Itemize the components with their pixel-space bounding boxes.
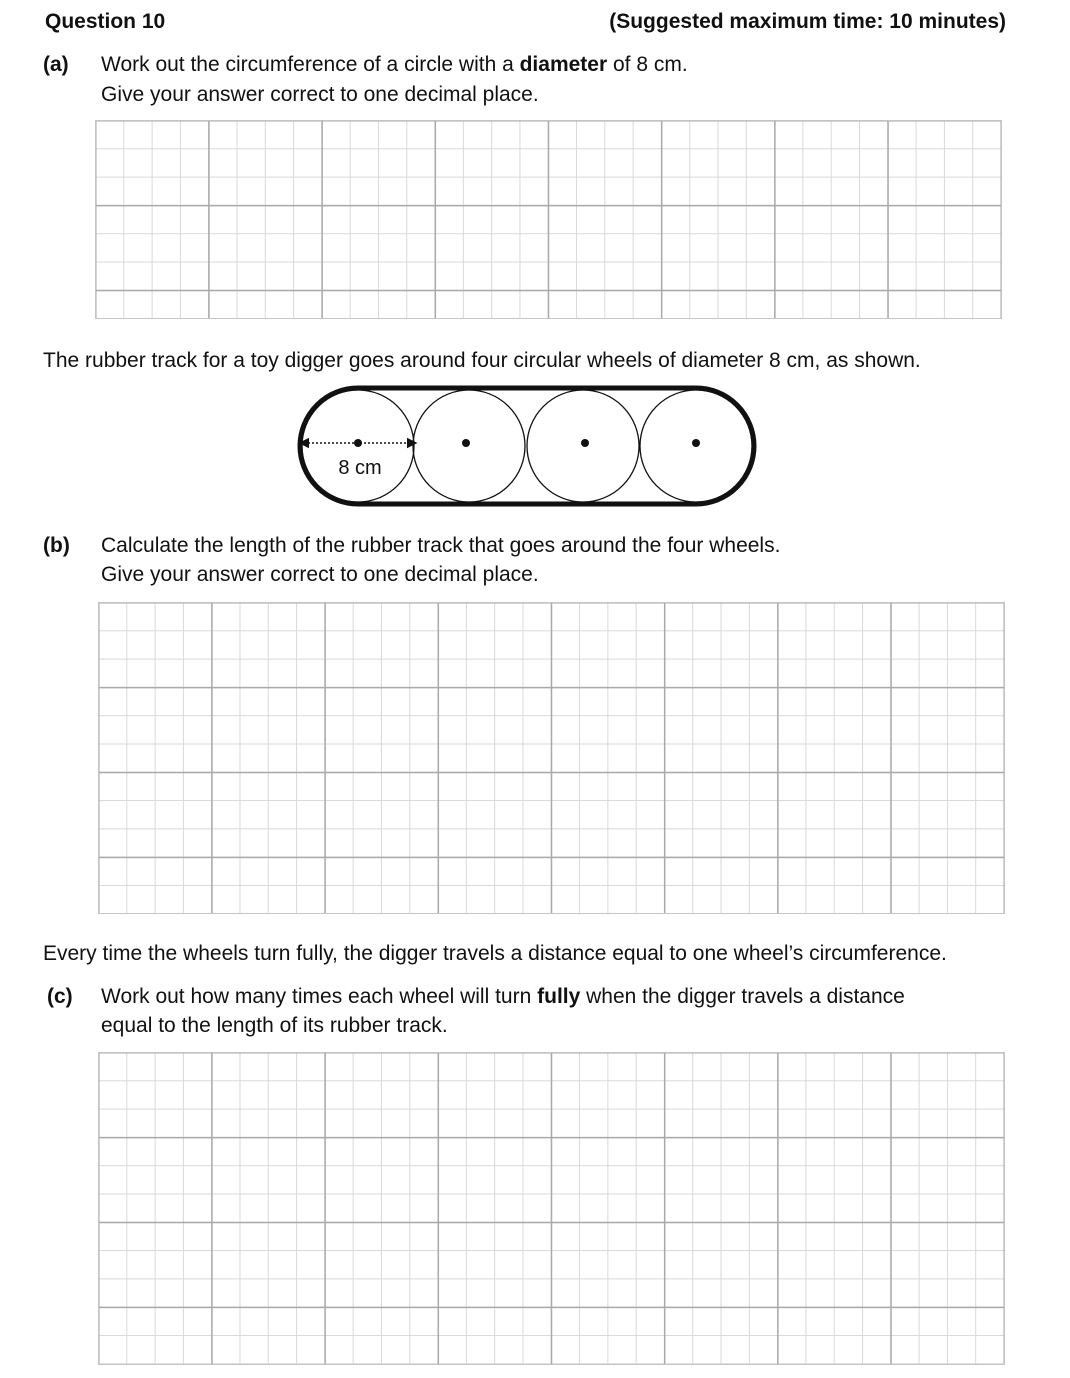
track-intro: The rubber track for a toy digger goes around four circular wheels of diameter 8 cm, as shown. — [43, 349, 921, 372]
part-a-text-start: Work out the circumference of a circle with a — [101, 53, 520, 76]
wheel-centre-3 — [581, 439, 589, 447]
part-c-question — [101, 985, 905, 1009]
wheel-statement: Every time the wheels turn fully, the digger travels a distance equal to one wheel’s circumference. — [43, 942, 947, 965]
part-c-text-end: when the digger travels a distance — [580, 985, 905, 1008]
part-a-text-end: of 8 cm. — [607, 53, 688, 76]
part-b-question: Calculate the length of the rubber track that goes around the four wheels. — [101, 534, 781, 557]
part-c-bold-fully: fully — [537, 985, 581, 1008]
part-b-label: (b) — [43, 534, 70, 557]
part-a-instruction: Give your answer correct to one decimal place. — [101, 83, 539, 106]
part-a-label: (a) — [43, 53, 69, 76]
track-diagram — [296, 384, 758, 508]
answer-grid-b[interactable] — [98, 602, 1005, 914]
wheel-centre-4 — [692, 439, 700, 447]
part-a-question — [101, 53, 688, 77]
part-b-instruction: Give your answer correct to one decimal place. — [101, 563, 539, 586]
suggested-time: (Suggested maximum time: 10 minutes) — [609, 10, 1006, 33]
diameter-label: 8 cm — [338, 457, 382, 479]
question-title: Question 10 — [45, 10, 166, 33]
wheel-2 — [413, 390, 525, 502]
part-a-bold-diameter: diameter — [519, 53, 608, 76]
wheel-centre-2 — [462, 439, 470, 447]
answer-grid-a[interactable] — [95, 120, 1002, 319]
part-c-label: (c) — [47, 985, 73, 1008]
part-c-text-start: Work out how many times each wheel will turn — [101, 985, 538, 1008]
answer-grid-c[interactable] — [98, 1052, 1005, 1365]
part-c-instruction: equal to the length of its rubber track. — [101, 1014, 448, 1037]
